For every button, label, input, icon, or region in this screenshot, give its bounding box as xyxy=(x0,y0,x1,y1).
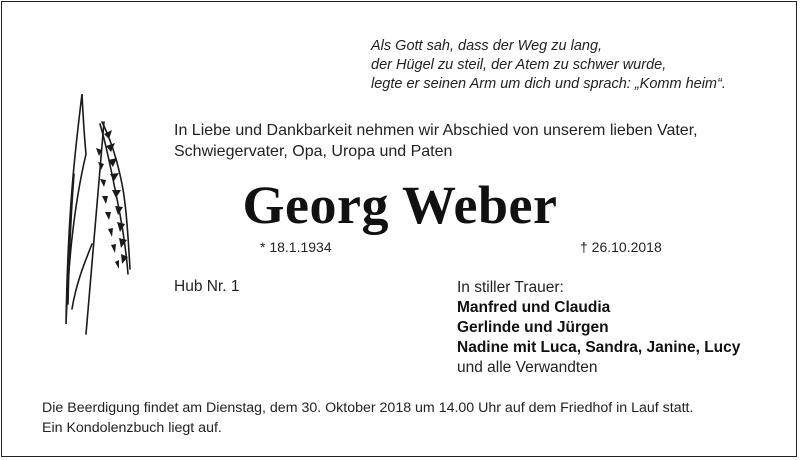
funeral-info xyxy=(42,398,792,438)
poem xyxy=(371,37,791,94)
mourner-name: Manfred und Claudia xyxy=(457,299,611,316)
funeral-line: Ein Kondolenzbuch liegt auf. xyxy=(42,420,222,436)
poem-line: Als Gott sah, dass der Weg zu lang, xyxy=(371,38,603,54)
address: Hub Nr. 1 xyxy=(174,278,240,295)
mourners-block xyxy=(457,278,797,378)
death-date: † 26.10.2018 xyxy=(580,239,662,255)
deceased-name: Georg Weber xyxy=(242,175,558,235)
birth-date: * 18.1.1934 xyxy=(260,239,332,255)
poem-line: legte er seinen Arm um dich und sprach: „Komm heim“. xyxy=(371,76,726,92)
mourner-name: Nadine mit Luca, Sandra, Janine, Lucy xyxy=(457,339,741,356)
funeral-line: Die Beerdigung findet am Dienstag, dem 30. Oktober 2018 um 14.00 Uhr auf dem Friedhof in Lauf statt. xyxy=(42,400,694,416)
poem-line: der Hügel zu steil, der Atem zu schwer wurde, xyxy=(371,57,667,73)
mourners-closing: und alle Verwandten xyxy=(457,359,598,376)
mourner-name: Gerlinde und Jürgen xyxy=(457,319,609,336)
intro-text: In Liebe und Dankbarkeit nehmen wir Abschied von unserem lieben Vater, Schwiegervater, Opa, Uropa und Paten xyxy=(174,122,698,160)
obituary-notice xyxy=(1,1,797,457)
mourners-heading: In stiller Trauer: xyxy=(457,279,564,296)
